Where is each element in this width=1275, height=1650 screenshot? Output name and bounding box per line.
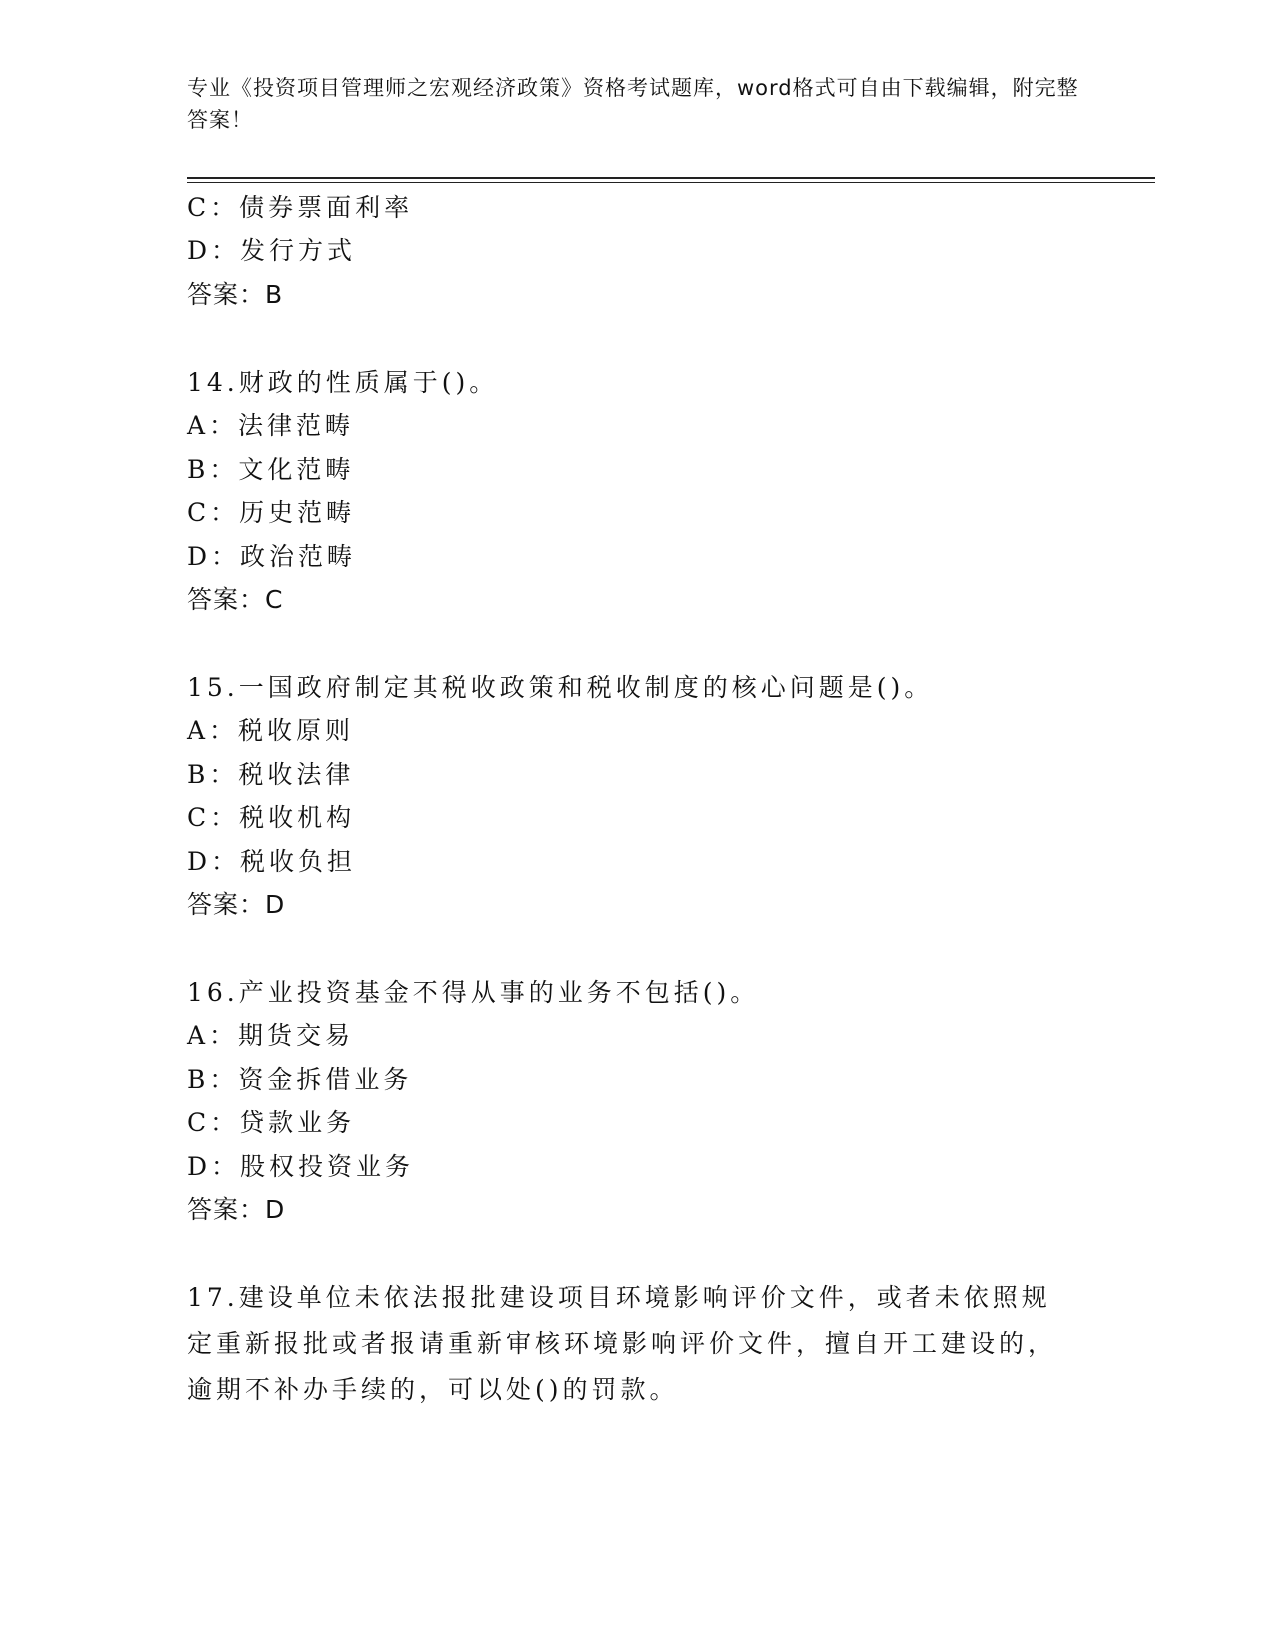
header-rule-thin	[187, 182, 1155, 183]
q14-answer: 答案：C	[187, 585, 284, 614]
q13-answer: 答案：B	[187, 280, 284, 309]
header-rule-thick	[187, 177, 1155, 179]
q15-answer: 答案：D	[187, 890, 286, 919]
q16-option-c: C：贷款业务	[187, 1108, 356, 1137]
q16-stem: 16.产业投资基金不得从事的业务不包括()。	[187, 978, 760, 1007]
q16-option-a: A：期货交易	[187, 1021, 355, 1050]
q17-stem: 17.建设单位未依法报批建设项目环境影响评价文件，或者未依照规定重新报批或者报请重新审核环境影响评价文件，擅自开工建设的，逾期不补办手续的，可以处()的罚款。	[187, 1283, 1058, 1404]
document-header: 专业《投资项目管理师之宏观经济政策》资格考试题库，word格式可自由下载编辑，附完整答案！	[187, 76, 1079, 132]
q15-option-a: A：税收原则	[187, 716, 355, 745]
q15-option-d: D：税收负担	[187, 847, 357, 876]
q16-answer: 答案：D	[187, 1195, 286, 1224]
q15-stem: 15.一国政府制定其税收政策和税收制度的核心问题是()。	[187, 673, 934, 702]
q16-option-b: B：资金拆借业务	[187, 1065, 413, 1094]
q14-option-b: B：文化范畴	[187, 455, 355, 484]
q14-option-a: A：法律范畴	[187, 411, 355, 440]
q15-option-b: B：税收法律	[187, 760, 355, 789]
q16-option-d: D：股权投资业务	[187, 1152, 415, 1181]
q13-option-d: D：发行方式	[187, 236, 357, 265]
q14-stem: 14.财政的性质属于()。	[187, 368, 499, 397]
q14-option-c: C：历史范畴	[187, 498, 356, 527]
q14-option-d: D：政治范畴	[187, 542, 357, 571]
q15-option-c: C：税收机构	[187, 803, 356, 832]
q13-option-c: C：债券票面利率	[187, 193, 414, 222]
